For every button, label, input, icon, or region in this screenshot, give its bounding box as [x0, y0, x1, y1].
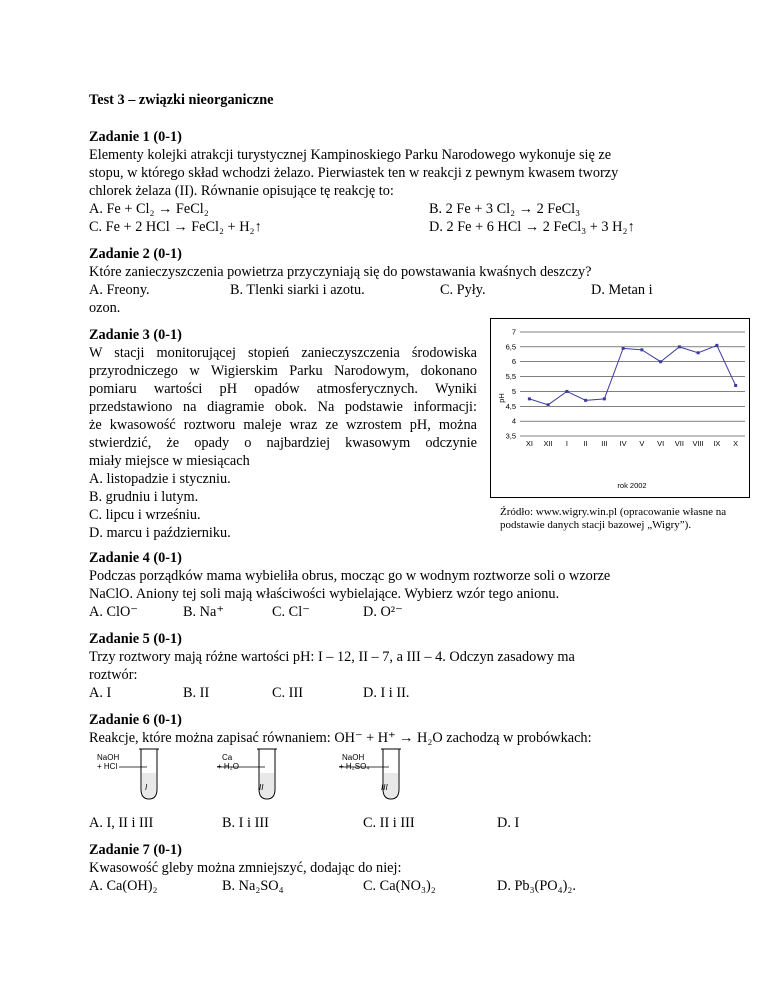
tube-1-number: I	[145, 783, 148, 792]
task-1-option-c[interactable]: C. Fe + 2 HCl → FeCl₂ + H₂↑	[89, 219, 262, 235]
task-2-option-b[interactable]: B. Tlenki siarki i azotu.	[230, 282, 365, 298]
y-axis-label: pH	[497, 393, 506, 403]
y-tick-label: 4	[511, 416, 516, 426]
task-4-option-a[interactable]: A. ClO⁻	[89, 604, 138, 620]
task-2-option-d[interactable]: D. Metan i	[591, 282, 653, 298]
task-5-option-c[interactable]: C. III	[272, 685, 303, 701]
tube-3-label-a: NaOH	[342, 753, 365, 762]
data-point	[584, 399, 587, 402]
x-tick-label: III	[601, 439, 608, 448]
task-3-line: stwierdzić, że opady o najbardziej kwasowym odczynie	[89, 435, 477, 451]
ph-line-chart	[490, 318, 750, 498]
task-6-question: Reakcje, które można zapisać równaniem: OH⁻ + H⁺ → H₂O zachodzą w probówkach:	[89, 730, 592, 746]
task-2-option-a[interactable]: A. Freony.	[89, 282, 150, 298]
task-5-text-line-2: roztwór:	[89, 667, 138, 683]
task-7-heading: Zadanie 7 (0-1)	[89, 842, 182, 858]
task-2-heading: Zadanie 2 (0-1)	[89, 246, 182, 262]
task-6-heading: Zadanie 6 (0-1)	[89, 712, 182, 728]
chart-source-line-2: podstawie danych stacji bazowej „Wigry”).	[500, 519, 692, 531]
task-3-line: że kwasowość roztworu maleje wraz ze wzrostem pH, można	[89, 417, 477, 433]
x-tick-label: X	[733, 439, 739, 448]
task-3-option-c[interactable]: C. lipcu i wrześniu.	[89, 507, 201, 523]
test-tubes-figure	[89, 745, 429, 803]
task-3-line: miały miejsce w miesiącach	[89, 453, 250, 469]
data-point	[547, 403, 550, 406]
data-point	[734, 384, 737, 387]
task-1-option-a[interactable]: A. Fe + Cl₂ → FeCl₂	[89, 201, 209, 217]
page-title: Test 3 – związki nieorganiczne	[89, 92, 274, 108]
task-3-option-d[interactable]: D. marcu i październiku.	[89, 525, 231, 541]
task-1-text-line-3: chlorek żelaza (II). Równanie opisujące tę reakcję to:	[89, 183, 394, 199]
task-1-option-d[interactable]: D. 2 Fe + 6 HCl → 2 FeCl₃ + 3 H₂↑	[429, 219, 635, 235]
data-point	[603, 397, 606, 400]
task-5-option-a[interactable]: A. I	[89, 685, 112, 701]
x-tick-label: VI	[657, 439, 665, 448]
data-point	[659, 360, 662, 363]
task-3-line: przyrodniczego w Wigierskim Parku Narodowym, dokonano	[89, 363, 477, 379]
y-tick-label: 4,5	[505, 401, 516, 411]
task-1-text-line-2: stopu, w którego skład wchodzi żelazo. Pierwiastek ten w reakcji z pewnym kwasem tworzy	[89, 165, 619, 181]
task-3-line: przedstawiono na diagramie obok. Na podstawie informacji:	[89, 399, 477, 415]
data-point	[565, 390, 568, 393]
task-6-option-d[interactable]: D. I	[497, 815, 520, 831]
x-tick-label: IV	[619, 439, 627, 448]
task-7-question: Kwasowość gleby można zmniejszyć, dodając do niej:	[89, 860, 402, 876]
task-4-option-d[interactable]: D. O²⁻	[363, 604, 403, 620]
task-3-option-a[interactable]: A. listopadzie i styczniu.	[89, 471, 231, 487]
task-3-heading: Zadanie 3 (0-1)	[89, 327, 182, 343]
task-7-option-c[interactable]: C. Ca(NO₃)₂	[363, 878, 436, 894]
x-tick-label: IX	[713, 439, 721, 448]
task-7-option-b[interactable]: B. Na₂SO₄	[222, 878, 284, 894]
task-2-option-c[interactable]: C. Pyły.	[440, 282, 486, 298]
tube-1-label-a: NaOH	[97, 753, 120, 762]
x-axis-label: rok 2002	[617, 481, 647, 490]
tube-2-label-b: + H₂O	[217, 762, 239, 771]
task-3-text	[89, 344, 477, 470]
tube-2-label-a: Ca	[222, 753, 233, 762]
data-point	[622, 347, 625, 350]
x-tick-label: V	[639, 439, 645, 448]
task-3-line: W stacji monitorującej stopień zanieczyszczenia środowiska	[89, 345, 477, 361]
task-5-text-line-1: Trzy roztwory mają różne wartości pH: I – 12, II – 7, a III – 4. Odczyn zasadowy ma	[89, 649, 575, 665]
task-6-option-c[interactable]: C. II i III	[363, 815, 415, 831]
data-point	[528, 397, 531, 400]
task-4-option-c[interactable]: C. Cl⁻	[272, 604, 310, 620]
data-point	[715, 344, 718, 347]
task-4-option-b[interactable]: B. Na⁺	[183, 604, 224, 620]
task-4-text-line-2: NaClO. Aniony tej soli mają właściwości wybielające. Wybierz wzór tego anionu.	[89, 586, 560, 602]
y-tick-label: 6,5	[505, 342, 516, 352]
x-tick-label: I	[565, 439, 568, 448]
task-4-heading: Zadanie 4 (0-1)	[89, 550, 182, 566]
y-tick-label: 6	[511, 357, 516, 367]
task-1-option-b[interactable]: B. 2 Fe + 3 Cl₂ → 2 FeCl₃	[429, 201, 581, 217]
tube-3-number: III	[381, 783, 388, 792]
data-point	[697, 351, 700, 354]
chart-frame	[491, 319, 750, 498]
task-5-heading: Zadanie 5 (0-1)	[89, 631, 182, 647]
tube-3-label-b: + H₂SO₄	[339, 762, 370, 771]
x-tick-label: XII	[543, 439, 553, 448]
task-1-text-line-1: Elementy kolejki atrakcji turystycznej Kampinoskiego Parku Narodowego wykonuje się ze	[89, 147, 612, 163]
y-tick-label: 7	[511, 327, 516, 337]
tube-2-number: II	[259, 783, 264, 792]
task-7-option-d[interactable]: D. Pb₃(PO₄)₂.	[497, 878, 576, 894]
task-2-option-d-cont: ozon.	[89, 300, 121, 316]
task-6-option-a[interactable]: A. I, II i III	[89, 815, 154, 831]
chart-source-line-1: Źródło: www.wigry.win.pl (opracowanie własne na	[500, 506, 727, 518]
task-2-question: Które zanieczyszczenia powietrza przyczyniają się do powstawania kwaśnych deszczy?	[89, 264, 592, 280]
x-tick-label: VIII	[692, 439, 704, 448]
task-7-option-a[interactable]: A. Ca(OH)₂	[89, 878, 158, 894]
data-point	[678, 345, 681, 348]
task-1-heading: Zadanie 1 (0-1)	[89, 129, 182, 145]
data-point	[640, 348, 643, 351]
x-tick-label: II	[583, 439, 588, 448]
tube-1-label-b: + HCl	[97, 762, 118, 771]
task-5-option-d[interactable]: D. I i II.	[363, 685, 410, 701]
task-5-option-b[interactable]: B. II	[183, 685, 210, 701]
test-tube-1	[119, 749, 159, 799]
task-4-text-line-1: Podczas porządków mama wybieliła obrus, mocząc go w wodnym roztworze soli o wzorze	[89, 568, 611, 584]
task-3-option-b[interactable]: B. grudniu i lutym.	[89, 489, 199, 505]
x-tick-label: XI	[525, 439, 533, 448]
x-tick-label: VII	[674, 439, 684, 448]
y-tick-label: 5,5	[505, 372, 516, 382]
y-tick-label: 3,5	[505, 431, 516, 441]
task-3-line: pomiaru wartości pH opadów atmosferycznych. Wyniki	[89, 381, 477, 397]
y-tick-label: 5	[511, 386, 516, 396]
task-6-option-b[interactable]: B. I i III	[222, 815, 269, 831]
